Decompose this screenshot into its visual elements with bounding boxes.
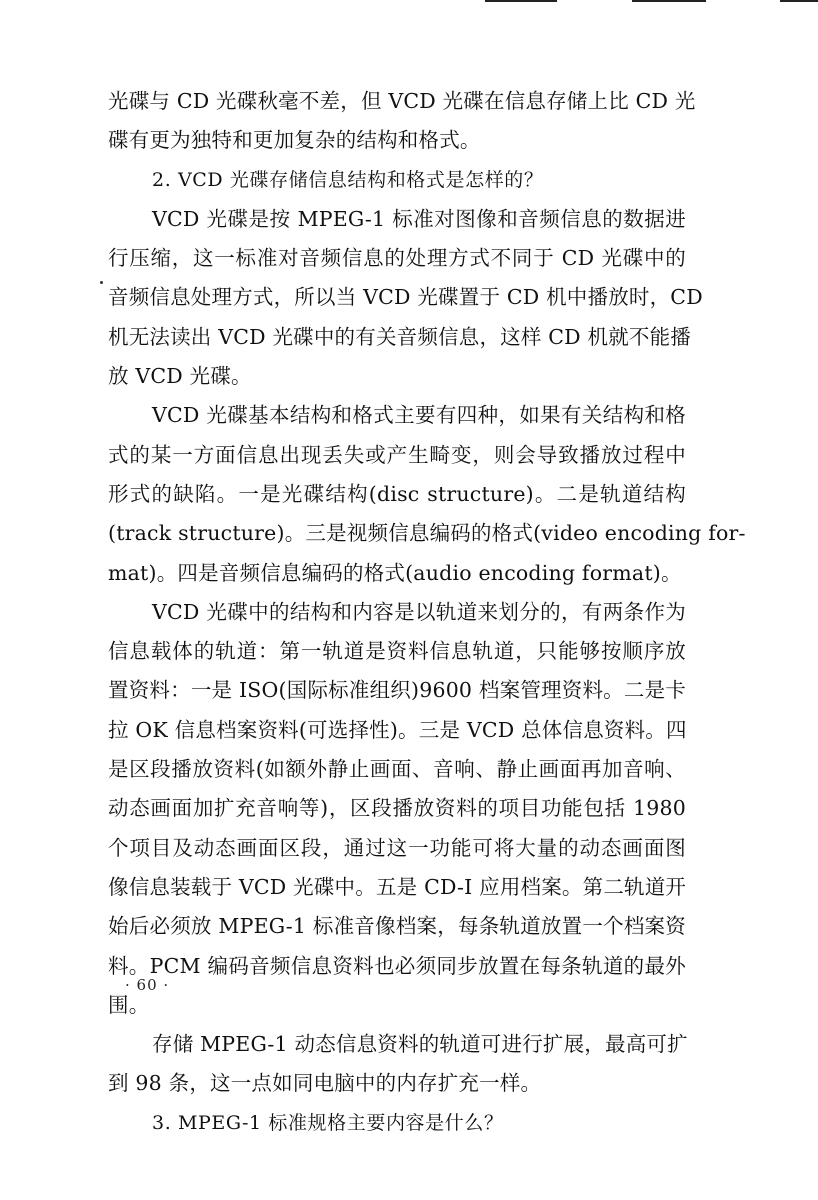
text-line: 置资料：一是 ISO(国际标准组织)9600 档案管理资料。二是卡 xyxy=(108,678,686,703)
text-line: 存储 MPEG-1 动态信息资料的轨道可进行扩展，最高可扩 xyxy=(152,1032,688,1057)
text-line: 碟有更为独特和更加复杂的结构和格式。 xyxy=(108,128,481,153)
text-line: 信息载体的轨道：第一轨道是资料信息轨道，只能够按顺序放 xyxy=(108,639,686,664)
text-line: 像信息装载于 VCD 光碟中。五是 CD-I 应用档案。第二轨道开 xyxy=(108,874,687,899)
page-number: · 60 · xyxy=(125,976,170,994)
text-line: 始后必须放 MPEG-1 标准音像档案，每条轨道放置一个档案资 xyxy=(108,914,686,939)
top-rule-middle xyxy=(632,0,706,2)
text-line: VCD 光碟中的结构和内容是以轨道来划分的，有两条作为 xyxy=(152,599,686,624)
page-body xyxy=(108,82,746,1143)
text-line: 式的某一方面信息出现丢失或产生畸变，则会导致播放过程中 xyxy=(108,442,686,467)
text-line: 料。PCM 编码音频信息资料也必须同步放置在每条轨道的最外 xyxy=(108,953,686,978)
text-line: 到 98 条，这一点如同电脑中的内存扩充一样。 xyxy=(108,1071,542,1096)
top-rule-left xyxy=(485,0,557,2)
text-line: VCD 光碟基本结构和格式主要有四种，如果有关结构和格 xyxy=(152,403,686,428)
text-line: 机无法读出 VCD 光碟中的有关音频信息，这样 CD 机就不能播 xyxy=(108,324,692,349)
text-line: 拉 OK 信息档案资料(可选择性)。三是 VCD 总体信息资料。四 xyxy=(108,717,687,742)
text-line: (track structure)。三是视频信息编码的格式(video encoding for- xyxy=(108,521,746,546)
text-line: VCD 光碟是按 MPEG-1 标准对图像和音频信息的数据进 xyxy=(152,206,686,231)
text-line: 动态画面加扩充音响等)，区段播放资料的项目功能包括 1980 xyxy=(108,796,686,821)
text-line: mat)。四是音频信息编码的格式(audio encoding format)。 xyxy=(108,560,682,585)
text-line: 个项目及动态画面区段，通过这一功能可将大量的动态画面图 xyxy=(108,835,686,860)
text-line: 音频信息处理方式，所以当 VCD 光碟置于 CD 机中播放时，CD xyxy=(108,285,703,310)
text-line: 是区段播放资料(如额外静止画面、音响、静止画面再加音响、 xyxy=(108,757,686,782)
text-line: 光碟与 CD 光碟秋毫不差，但 VCD 光碟在信息存储上比 CD 光 xyxy=(108,89,696,113)
text-line: 行压缩，这一标准对音频信息的处理方式不同于 CD 光碟中的 xyxy=(108,246,686,271)
text-line: 放 VCD 光碟。 xyxy=(108,364,252,389)
top-rule-right xyxy=(780,0,818,2)
text-line: 形式的缺陷。一是光碟结构(disc structure)。二是轨道结构 xyxy=(108,481,686,506)
text-line: 围。 xyxy=(108,992,150,1017)
section-heading: 2. VCD 光碟存储信息结构和格式是怎样的？ xyxy=(152,168,544,191)
stray-dot xyxy=(100,281,103,284)
section-heading: 3. MPEG-1 标准规格主要内容是什么？ xyxy=(152,1111,504,1134)
